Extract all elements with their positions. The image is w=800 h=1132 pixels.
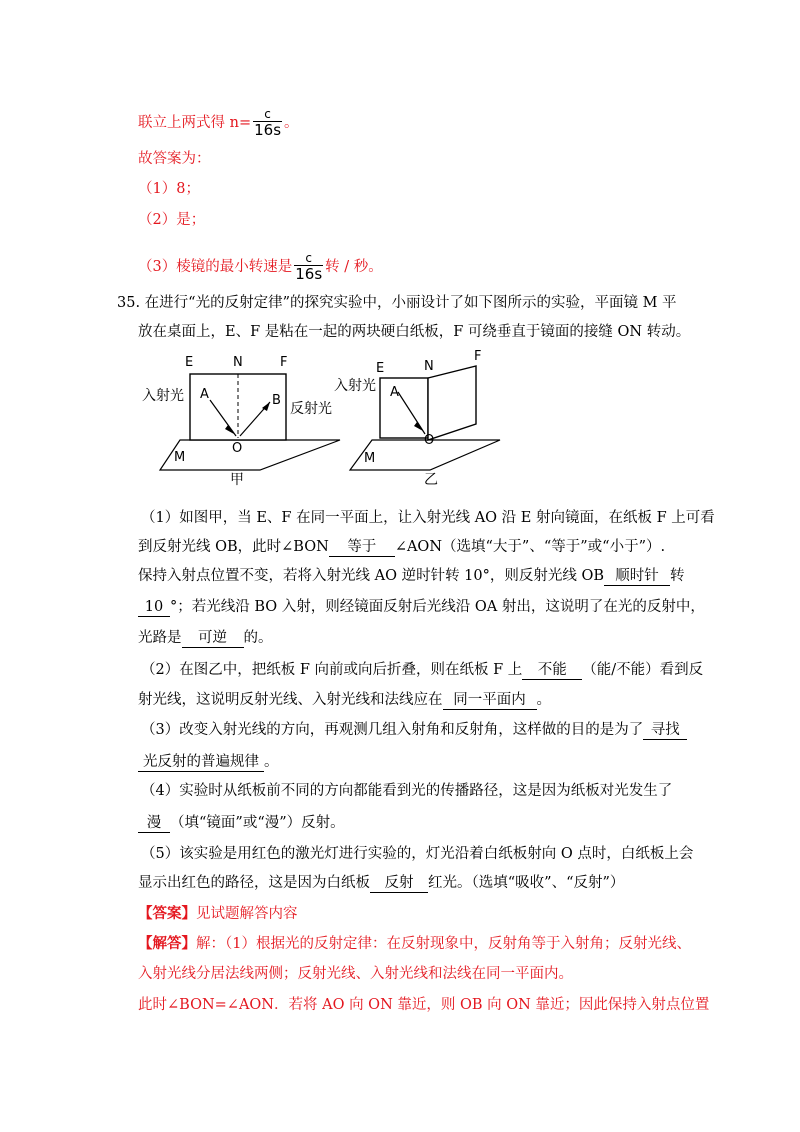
combine-line: 联立上两式得 n= $\frac{c}{16s}$ 。 bbox=[138, 107, 299, 139]
label-O-yi: O bbox=[424, 433, 435, 448]
part1-line2: 到反射光线 OB，此时∠BON 等于 ∠AON（选填“大于”、“等于”或“小于”）. bbox=[138, 539, 666, 555]
incident-light-label-yi: 入射光 bbox=[334, 378, 376, 394]
part2-line2: 射光线，这说明反射光线、入射光线和法线应在 同一平面内 。 bbox=[138, 692, 551, 708]
answer-blank: 同一平面内 bbox=[443, 691, 537, 710]
part4-line2: 漫 （填“镜面”或“漫”）反射。 bbox=[138, 813, 345, 833]
part4-line1: （4）实验时从纸板前不同的方向都能看到光的传播路径，这是因为纸板对光发生了 bbox=[141, 783, 673, 799]
label-E-yi: E bbox=[376, 361, 385, 376]
label-A-yi: A bbox=[390, 385, 399, 400]
answer-blank: 不能 bbox=[522, 661, 582, 680]
answer-2: （2）是； bbox=[138, 212, 206, 228]
part3-line1: （3）改变入射光线的方向，再观测几组入射角和反射角，这样做的目的是为了 寻找 bbox=[141, 720, 687, 740]
question-35-line1: 35. 在进行“光的反射定律”的探究实验中，小丽设计了如下图所示的实验，平面镜 M 平 bbox=[117, 295, 677, 311]
question-35-line2: 放在桌面上，E、F 是粘在一起的两块硬白纸板，F 可绕垂直于镜面的接缝 ON 转动。 bbox=[138, 324, 691, 340]
figure-jia bbox=[142, 355, 340, 488]
answer-1: （1）8； bbox=[138, 181, 200, 197]
answer-blank: 可逆 bbox=[182, 629, 244, 648]
label-F-jia: F bbox=[280, 355, 288, 370]
part5-line1: （5）该实验是用红色的激光灯进行实验的，灯光沿着白纸板射向 O 点时，白纸板上会 bbox=[141, 846, 694, 862]
part3-line2: 光反射的普遍规律 。 bbox=[138, 752, 279, 772]
answer-3: （3）棱镜的最小转速是 $\frac{c}{16s}$ 转 / 秒。 bbox=[138, 251, 383, 283]
part2-line1: （2）在图乙中，把纸板 F 向前或向后折叠，则在纸板 F 上 不能 （能/不能）看到反 bbox=[141, 662, 704, 678]
label-M-yi: M bbox=[364, 451, 376, 466]
caption-yi: 乙 bbox=[424, 472, 438, 488]
solution-line2: 入射光线分居法线两侧；反射光线、入射光线和法线在同一平面内。 bbox=[138, 966, 573, 982]
answer-blank: 光反射的普遍规律 bbox=[138, 753, 264, 772]
label-M-jia: M bbox=[174, 450, 186, 465]
answer-blank: 漫 bbox=[138, 814, 170, 833]
fraction: $\frac{c}{16s}$ bbox=[295, 251, 323, 283]
solution-line3: 此时∠BON=∠AON．若将 AO 向 ON 靠近，则 OB 向 ON 靠近；因此保持入射点位置 bbox=[138, 997, 710, 1013]
answer-blank: 寻找 bbox=[643, 721, 687, 740]
label-E-jia: E bbox=[185, 355, 194, 370]
board-F-yi bbox=[428, 366, 476, 440]
label-F-yi: F bbox=[474, 350, 482, 364]
part1-line1: （1）如图甲，当 E、F 在同一平面上，让入射光线 AO 沿 E 射向镜面，在纸板 F 上可看 bbox=[141, 510, 715, 526]
answer-blank: 等于 bbox=[329, 538, 395, 557]
part1-line4: 10 °；若光线沿 BO 入射，则经镜面反射后光线沿 OA 射出，这说明了在光的反射中， bbox=[138, 597, 705, 617]
caption-jia: 甲 bbox=[230, 472, 244, 488]
answer-line: 【答案】见试题解答内容 bbox=[138, 905, 298, 922]
answer-blank: 反射 bbox=[370, 874, 428, 893]
part1-line3: 保持入射点位置不变，若将入射光线 AO 逆时针转 10°，则反射光线 OB 顺时针 转 bbox=[138, 568, 685, 584]
mirror-plane-jia bbox=[160, 440, 340, 470]
reflected-light-label-jia: 反射光 bbox=[290, 401, 332, 417]
label-B-jia: B bbox=[272, 393, 281, 408]
label-O-jia: O bbox=[232, 441, 243, 456]
label-N-jia: N bbox=[233, 355, 243, 370]
answer-blank: 顺时针 bbox=[604, 567, 670, 586]
part5-line2: 显示出红色的路径，这是因为白纸板 反射 红光。（选填“吸收”、“反射”） bbox=[138, 875, 625, 891]
incident-light-label-jia: 入射光 bbox=[142, 388, 184, 404]
figure-yi bbox=[334, 350, 500, 488]
answer-intro: 故答案为： bbox=[138, 151, 211, 167]
reflection-figures bbox=[130, 350, 550, 490]
solution-line1: 【解答】解：（1）根据光的反射定律：在反射现象中，反射角等于入射角；反射光线、 bbox=[138, 935, 691, 952]
label-N-yi: N bbox=[424, 359, 434, 374]
answer-blank: 10 bbox=[138, 598, 170, 617]
part1-line5: 光路是 可逆 的。 bbox=[138, 630, 273, 646]
fraction: $\frac{c}{16s}$ bbox=[254, 107, 282, 139]
label-A-jia: A bbox=[200, 387, 209, 402]
